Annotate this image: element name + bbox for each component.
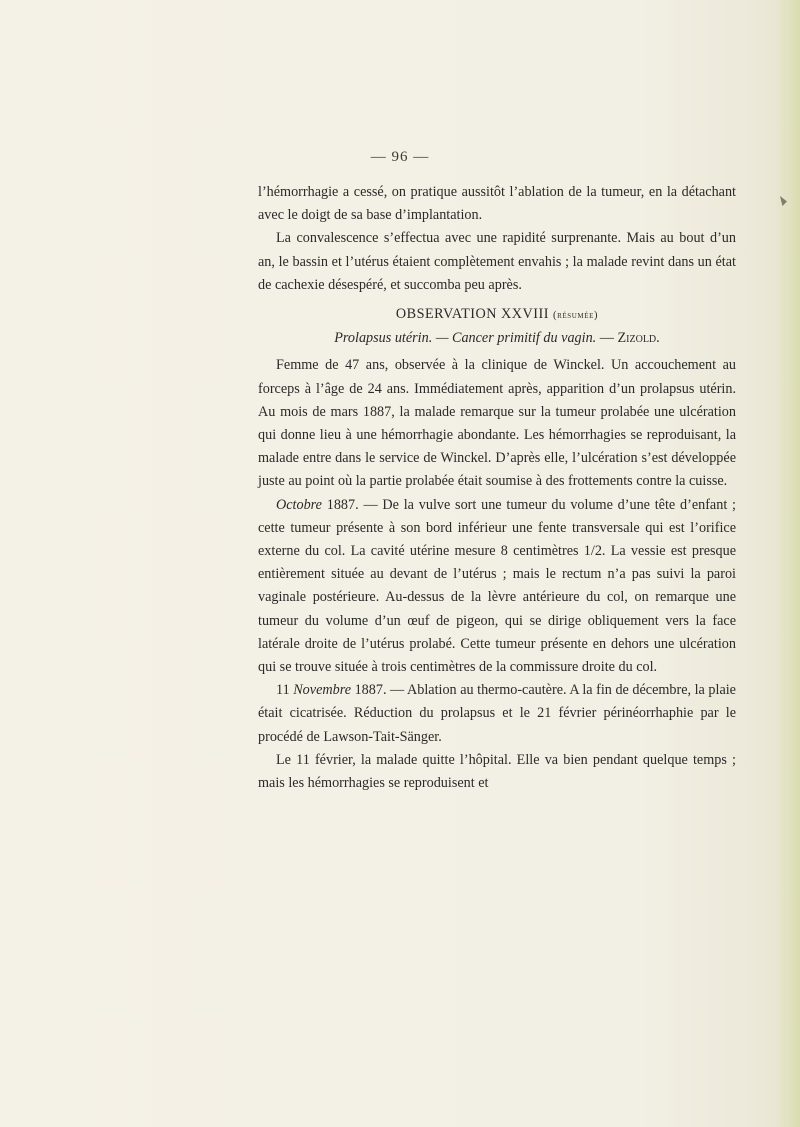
paragraph-5-text: 1887. — Ablation au thermo-cautère. A la fin de décembre, la plaie était cicatrisée. Réduction du prolapsus et le 21 février périnéorrhaphie par le procédé de Lawson-Tait-Sänger. bbox=[258, 682, 736, 745]
observation-title bbox=[258, 303, 736, 327]
paragraph-1: l’hémorrhagie a cessé, on pratique aussitôt l’ablation de la tumeur, en la détachant avec le doigt de sa base d’implantation. bbox=[258, 184, 736, 224]
body-text bbox=[258, 181, 736, 795]
observation-subtitle-italic: Prolapsus utérin. — Cancer primitif du vagin. bbox=[334, 330, 597, 347]
paragraph-6: Le 11 février, la malade quitte l’hôpital. Elle va bien pendant quelque temps ; mais les hémorrhagies se reproduisent et bbox=[258, 751, 736, 792]
observation-author: Zizold. bbox=[617, 330, 660, 347]
paragraph-5-date: Novembre bbox=[293, 682, 352, 699]
observation-subtitle-sep: — bbox=[596, 330, 618, 347]
paragraph-5 bbox=[258, 679, 736, 749]
observation-title-text: OBSERVATION XXVIII bbox=[395, 306, 549, 323]
observation-qualifier: (résumée) bbox=[553, 310, 599, 322]
paragraph-5-day: 11 bbox=[276, 682, 294, 699]
page-number: — 96 — bbox=[370, 149, 430, 165]
paragraph-2: La convalescence s’effectua avec une rapidité surprenante. Mais au bout d’un an, le bassin et l’utérus étaient complètement envahis ; la malade revint dans un état de cachexie désespéré, et succomba peu après. bbox=[258, 230, 736, 293]
paragraph-4-text: 1887. — De la vulve sort une tumeur du volume d’une tête d’enfant ; cette tumeur présente à son bord inférieur une fente transversale qui est l’orifice externe du col. La cavité utérine mesure 8 centimètres 1/2. La vessie est presque entièrement située au devant de l’utérus ; mais le rectum n’a pas suivi la paroi vaginale postérieure. Au-dessus de la lèvre antérieure du col, on remarque une tumeur du volume d’un œuf de pigeon, qui se dirige obliquement vers la face latérale droite de l’utérus prolabé. Cette tumeur présente en dehors une ulcération qui se trouve située à trois centimètres de la commissure droite du col. bbox=[258, 496, 736, 676]
observation-subtitle bbox=[258, 327, 736, 350]
paragraph-3: Femme de 47 ans, observée à la clinique de Winckel. Un accouchement au forceps à l’âge de 24 ans. Immédiatement après, apparition d’un prolapsus utérin. Au mois de mars 1887, la malade remarque sur la tumeur prolabée une ulcération qui donne lieu à une hémorrhagie abondante. Les hémorrhagies se reproduisant, la malade entre dans le service de Winckel. D’après elle, l’ulcération s’est développée juste au point où la partie prolabée était soumise à des frottements contre la cuisse. bbox=[258, 357, 736, 490]
paragraph-4 bbox=[258, 494, 736, 680]
paragraph-4-date: Octobre bbox=[276, 496, 322, 513]
page-edge-shadow bbox=[774, 0, 800, 1127]
